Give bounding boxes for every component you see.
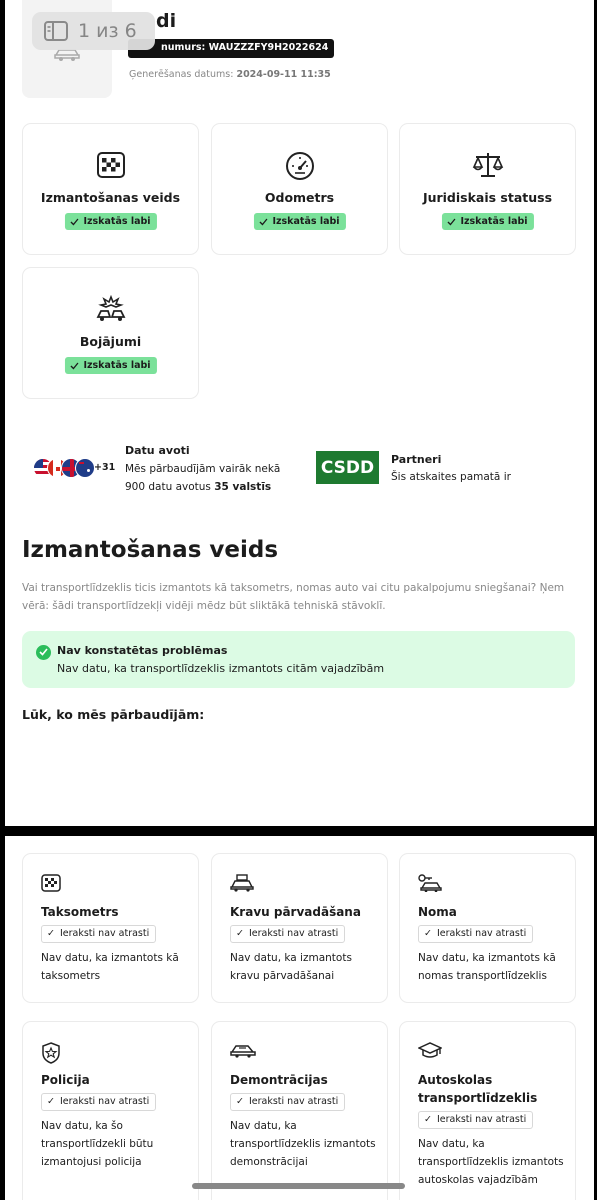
not-found-badge: ✓ Ieraksti nav atrasti — [230, 1093, 345, 1111]
scales-icon — [472, 151, 504, 179]
check-circle-icon — [36, 645, 51, 660]
police-badge-icon — [41, 1042, 61, 1064]
check-title: Taksometrs — [41, 905, 119, 919]
check-icon — [69, 218, 78, 226]
section-description: Vai transportlīdzeklis ticis izmantots kā taksometrs, nomas auto vai citu pakalpojumu sniegšanai? Ņem vērā: šādi transportlīdzekļi vidēji mēdz būt sliktākā tehniskā stāvoklī. — [22, 582, 565, 612]
check-icon — [69, 362, 78, 370]
check-text: Nav datu, ka izmantots kā taksometrs — [41, 952, 179, 982]
summary-title: Juridiskais statuss — [422, 190, 553, 205]
home-indicator[interactable] — [192, 1183, 405, 1189]
country-flags — [33, 458, 93, 478]
rental-key-icon — [418, 874, 442, 892]
generation-date — [129, 69, 331, 80]
checks-heading: Lūk, ko mēs pārbaudījām: — [22, 707, 205, 722]
generation-date-value: 2024-09-11 11:35 — [236, 69, 331, 80]
summary-card-damage[interactable] — [22, 267, 199, 399]
check-text: Nav datu, ka transportlīdzeklis izmantots autoskolas vajadzībām — [418, 1138, 564, 1186]
summary-title: Odometrs — [264, 190, 335, 205]
taxi-icon — [41, 874, 61, 892]
check-text: Nav datu, ka izmantots kā nomas transportlīdzeklis — [418, 952, 556, 982]
status-badge: Izskatās labi — [441, 213, 533, 230]
crash-icon — [95, 295, 127, 323]
check-title: Noma — [418, 905, 457, 919]
demo-car-icon — [230, 1042, 256, 1058]
australia-flag-icon — [75, 458, 95, 478]
check-card-demo — [211, 1021, 388, 1200]
summary-card-odometer[interactable] — [211, 123, 388, 255]
report-page-1 — [5, 0, 594, 826]
report-page-2 — [5, 836, 594, 1200]
vin-badge: numurs: WAUZZZFY9H2022624 — [128, 39, 334, 58]
generation-date-label: Ģenerēšanas datums: — [129, 69, 234, 80]
check-card-taxi — [22, 853, 199, 1003]
sources-text: Mēs pārbaudījām vairāk nekā 900 datu avotus 35 valstīs — [125, 463, 281, 493]
not-found-badge: ✓ Ieraksti nav atrasti — [41, 925, 156, 943]
not-found-badge: ✓ Ieraksti nav atrasti — [230, 925, 345, 943]
summary-title: Izmantošanas veids — [40, 190, 181, 205]
partners-title: Partneri — [391, 453, 442, 466]
not-found-badge: ✓ Ieraksti nav atrasti — [41, 1093, 156, 1111]
check-text: Nav datu, ka transportlīdzeklis izmantots demonstrācijai — [230, 1120, 376, 1168]
partners-text: Šis atskaites pamatā ir — [391, 471, 511, 483]
sidebar-icon — [44, 21, 68, 41]
check-text: Nav datu, ka izmantots kravu pārvadāšanai — [230, 952, 352, 982]
check-card-police — [22, 1021, 199, 1200]
taxi-icon — [96, 151, 126, 179]
check-title: Demontrācijas — [230, 1073, 328, 1087]
status-badge: Izskatās labi — [64, 357, 156, 374]
check-card-rental — [399, 853, 576, 1003]
sources-title: Datu avoti — [125, 444, 190, 457]
page-counter: 1 из 6 — [78, 20, 137, 42]
sources-count: +31 — [94, 462, 116, 473]
no-issues-title: Nav konstatētas problēmas — [57, 644, 228, 657]
check-text: Nav datu, ka šo transportlīdzekli būtu izmantojusi policija — [41, 1120, 154, 1168]
car-title: di — [156, 10, 177, 32]
check-card-driving-school — [399, 1021, 576, 1200]
check-card-cargo — [211, 853, 388, 1003]
status-badge: Izskatās labi — [253, 213, 345, 230]
not-found-badge: ✓ Ieraksti nav atrasti — [418, 925, 533, 943]
check-title: Policija — [41, 1073, 90, 1087]
cargo-car-icon — [230, 874, 254, 892]
speedometer-icon — [285, 151, 315, 181]
summary-card-usage[interactable] — [22, 123, 199, 255]
status-badge: Izskatās labi — [64, 213, 156, 230]
page-indicator[interactable] — [32, 12, 155, 50]
graduation-cap-icon — [418, 1042, 442, 1060]
summary-title: Bojājumi — [79, 334, 142, 349]
no-issues-text: Nav datu, ka transportlīdzeklis izmantots citām vajadzībām — [57, 662, 385, 675]
summary-card-legal[interactable] — [399, 123, 576, 255]
check-title: Autoskolas transportlīdzeklis — [418, 1073, 538, 1105]
check-icon — [446, 218, 455, 226]
check-title: Kravu pārvadāšana — [230, 905, 361, 919]
not-found-badge: ✓ Ieraksti nav atrasti — [418, 1111, 533, 1129]
section-title: Izmantošanas veids — [22, 537, 279, 563]
csdd-logo: CSDD — [316, 451, 379, 484]
check-icon — [258, 218, 267, 226]
no-issues-box — [22, 631, 575, 688]
